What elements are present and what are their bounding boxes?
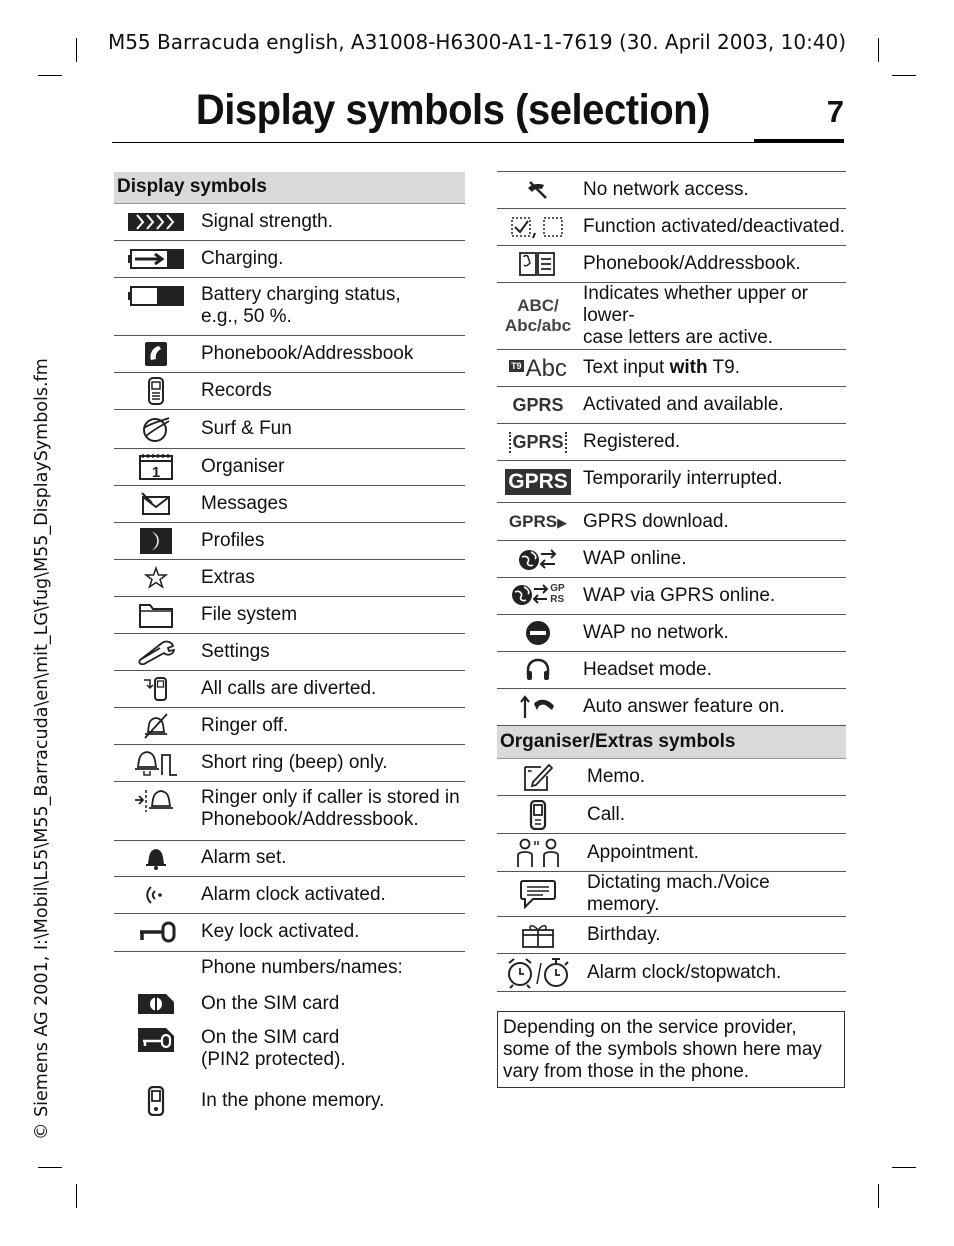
table-row <box>114 1023 465 1081</box>
table-row <box>497 578 846 615</box>
table-row <box>114 781 465 840</box>
t9-glyph: Abc <box>525 354 567 382</box>
crop-mark <box>38 75 62 76</box>
row-text: WAP no network. <box>579 615 846 652</box>
row-text: Function activated/deactivated. <box>579 209 846 246</box>
table-row <box>114 559 465 596</box>
running-head: M55 Barracuda english, A31008-H6300-A1-1-7619 (30. April 2003, 10:40) <box>107 30 847 54</box>
row-text: Auto answer feature on. <box>579 689 846 726</box>
charging-icon <box>114 240 197 277</box>
table-row <box>114 409 465 448</box>
row-text: No network access. <box>579 172 846 209</box>
table-row <box>114 876 465 913</box>
case-letters-icon <box>497 283 579 350</box>
battery-status-icon <box>114 277 197 335</box>
row-text: Profiles <box>197 522 465 559</box>
phone-numbers-heading: Phone numbers/names: <box>201 957 403 979</box>
table-row <box>497 872 846 917</box>
alarm-activated-icon <box>114 876 197 913</box>
gprs-glyph: GPRS <box>512 394 564 415</box>
table-row <box>497 917 846 954</box>
row-text: On the SIM card <box>201 1027 340 1048</box>
appointment-icon <box>497 834 579 872</box>
row-text: Birthday. <box>579 917 846 954</box>
crop-mark <box>892 1167 916 1168</box>
ringer-off-icon <box>114 707 197 744</box>
crop-mark <box>76 1184 77 1208</box>
t9-badge: T9 <box>511 360 522 371</box>
table-row <box>497 541 846 578</box>
row-text: Charging. <box>197 240 465 277</box>
row-text-line2: case letters are active. <box>583 327 774 348</box>
row-text: Activated and available. <box>579 387 846 424</box>
no-network-icon <box>497 172 579 209</box>
row-text: Alarm clock/stopwatch. <box>579 954 846 992</box>
table-row <box>497 689 846 726</box>
row-text-bold: with <box>669 357 708 378</box>
row-text: Key lock activated. <box>197 913 465 951</box>
provider-note: Depending on the service provider, some of the symbols shown here may vary from those in the phone. <box>497 1011 845 1088</box>
table-row <box>114 596 465 633</box>
row-text: File system <box>197 596 465 633</box>
sim-card-icon <box>114 985 197 1023</box>
table-row <box>114 335 465 372</box>
file-system-icon <box>114 596 197 633</box>
organiser-icon <box>114 448 197 485</box>
table-row <box>497 424 846 461</box>
table-row <box>497 796 846 834</box>
key-lock-icon <box>114 913 197 951</box>
crop-mark <box>892 75 916 76</box>
row-text: Short ring (beep) only. <box>197 744 465 781</box>
play-triangle-icon: ▶ <box>557 514 568 530</box>
row-text: Organiser <box>197 448 465 485</box>
display-symbols-table <box>114 172 465 1121</box>
row-text: Ringer only if caller is stored in <box>201 786 460 808</box>
table-row <box>114 1081 465 1121</box>
table-row <box>114 707 465 744</box>
calls-diverted-icon <box>114 670 197 707</box>
table-row <box>497 503 846 541</box>
records-icon <box>114 372 197 409</box>
table-row <box>497 834 846 872</box>
table-row <box>497 954 846 992</box>
table-row <box>114 840 465 876</box>
organiser-extras-heading: Organiser/Extras symbols <box>497 726 846 759</box>
row-text: Ringer off. <box>197 707 465 744</box>
settings-icon <box>114 633 197 670</box>
dictating-icon <box>497 872 579 917</box>
memo-icon <box>497 759 579 796</box>
row-text: WAP via GPRS online. <box>579 578 846 615</box>
ringer-if-stored-icon <box>114 781 197 840</box>
row-text-line2: e.g., 50 %. <box>201 305 292 327</box>
row-text: Dictating mach./Voice memory. <box>579 872 846 917</box>
table-row <box>497 350 846 387</box>
gp-label: GP <box>550 582 565 594</box>
rs-label: RS <box>550 593 565 605</box>
row-text: Extras <box>197 559 465 596</box>
table-row <box>497 283 846 350</box>
page-number-rule <box>754 139 844 143</box>
table-row <box>114 485 465 522</box>
table-row <box>114 522 465 559</box>
page-number: 7 <box>826 94 844 129</box>
row-text: Surf & Fun <box>197 409 465 448</box>
table-row <box>114 670 465 707</box>
gprs-available-icon <box>497 387 579 424</box>
table-row <box>114 633 465 670</box>
table-row <box>114 277 465 335</box>
row-text: On the SIM card <box>201 993 340 1014</box>
table-row <box>497 759 846 796</box>
network-symbols-table <box>497 171 846 992</box>
call-icon <box>497 796 579 834</box>
row-text: All calls are diverted. <box>197 670 465 707</box>
table-row <box>497 461 846 503</box>
row-text: In the phone memory. <box>201 1090 385 1111</box>
table-row <box>497 172 846 209</box>
auto-answer-icon <box>497 689 579 726</box>
page-title: Display symbols (selection) <box>195 86 710 134</box>
alarm-stopwatch-icon <box>497 954 579 992</box>
row-text: Call. <box>579 796 846 834</box>
row-text: Headset mode. <box>579 652 846 689</box>
short-ring-icon <box>114 744 197 781</box>
table-row <box>114 203 465 240</box>
case-glyph-upper: ABC/ <box>517 296 559 315</box>
gprs-glyph: GPRS <box>508 511 558 531</box>
phonebook-icon <box>114 335 197 372</box>
row-text: Phonebook/Addressbook. <box>579 246 846 283</box>
case-glyph-lower: Abc/abc <box>504 316 572 335</box>
table-heading-row <box>114 172 465 203</box>
table-row <box>497 387 846 424</box>
phone-memory-icon <box>114 1081 197 1121</box>
extras-icon <box>114 559 197 596</box>
function-toggle-icon <box>497 209 579 246</box>
table-row <box>114 913 465 951</box>
sim-pin2-icon <box>114 1023 197 1081</box>
table-row <box>114 951 465 985</box>
wap-no-network-icon <box>497 615 579 652</box>
table-row <box>114 744 465 781</box>
surf-fun-icon <box>114 409 197 448</box>
headset-icon <box>497 652 579 689</box>
display-symbols-heading: Display symbols <box>114 172 465 203</box>
row-text: Registered. <box>579 424 846 461</box>
row-text: Indicates whether upper or lower- <box>583 283 808 326</box>
row-text: Records <box>197 372 465 409</box>
table-heading-row <box>497 726 846 759</box>
table-row <box>114 985 465 1023</box>
gprs-glyph: GPRS <box>512 431 564 452</box>
row-text: WAP online. <box>579 541 846 578</box>
table-row <box>497 246 846 283</box>
t9-icon <box>497 350 579 387</box>
crop-mark <box>878 1184 879 1208</box>
table-row <box>114 240 465 277</box>
row-text: Temporarily interrupted. <box>579 461 846 503</box>
table-row <box>497 209 846 246</box>
row-text-line2: Phonebook/Addressbook. <box>201 808 419 830</box>
table-row <box>497 652 846 689</box>
table-row <box>114 372 465 409</box>
wap-online-icon <box>497 541 579 578</box>
phonebook-list-icon <box>497 246 579 283</box>
gprs-interrupted-icon <box>497 461 579 503</box>
messages-icon <box>114 485 197 522</box>
row-text: Battery charging status, <box>201 283 401 305</box>
row-text: Appointment. <box>579 834 846 872</box>
wap-gprs-icon <box>497 578 579 615</box>
row-text-line2: (PIN2 protected). <box>201 1049 346 1070</box>
row-text: GPRS download. <box>579 503 846 541</box>
svg-text:1: 1 <box>151 463 160 481</box>
table-row <box>114 448 465 485</box>
row-text: Memo. <box>579 759 846 796</box>
title-rule <box>112 142 844 143</box>
row-text-tail: T9. <box>707 357 740 378</box>
gprs-glyph: GPRS <box>505 469 571 495</box>
row-text: Signal strength. <box>197 203 465 240</box>
gprs-download-icon <box>497 503 579 541</box>
file-path-note: © Siemens AG 2001, I:\Mobil\L55\M55_Barracuda\en\mit_LG\fug\M55_DisplaySymbols.fm <box>32 358 52 1140</box>
profiles-icon <box>114 522 197 559</box>
row-text: Phonebook/Addressbook <box>197 335 465 372</box>
signal-strength-icon <box>114 203 197 240</box>
alarm-set-icon <box>114 840 197 876</box>
table-row <box>497 615 846 652</box>
gprs-registered-icon <box>497 424 579 461</box>
crop-mark <box>38 1167 62 1168</box>
row-text: Messages <box>197 485 465 522</box>
row-text: Text input <box>583 357 670 378</box>
row-text: Alarm clock activated. <box>197 876 465 913</box>
birthday-icon <box>497 917 579 954</box>
row-text: Settings <box>197 633 465 670</box>
row-text: Alarm set. <box>197 840 465 876</box>
